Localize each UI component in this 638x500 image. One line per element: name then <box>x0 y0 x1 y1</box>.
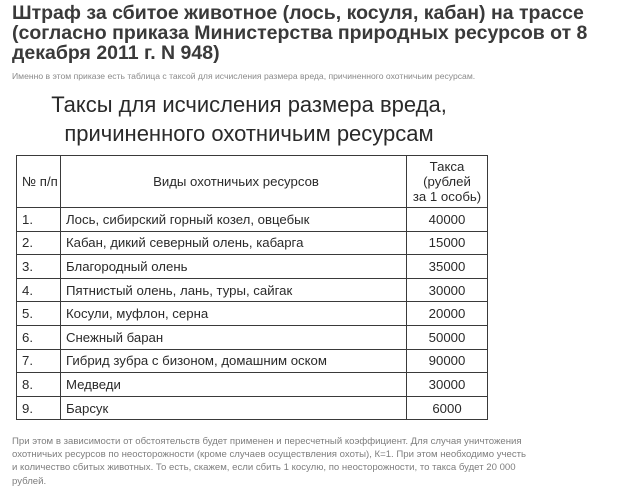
header-tax <box>407 156 488 208</box>
footnote-line-3: и количество сбитых животных. То есть, скажем, если сбить 1 косулю, по неосторожности, то такса будет 20 000 <box>12 462 516 474</box>
footnote-line-2: охотничьих ресурсов по неосторожности (кроме случаев осуществления охоты), К=1. При этом необходимо учесть <box>12 449 527 461</box>
table-title-line-1: Таксы для исчисления размера вреда, <box>51 92 447 117</box>
table-title <box>16 90 482 148</box>
row-kind: Барсук <box>61 396 407 420</box>
header-num: № п/п <box>17 156 61 208</box>
headline-line-2: (согласно приказа Министерства природных ресурсов от 8 <box>12 22 588 44</box>
table-row <box>17 231 488 255</box>
row-kind: Косули, муфлон, серна <box>61 302 407 326</box>
table-row <box>17 396 488 420</box>
row-tax: 20000 <box>407 302 488 326</box>
headline-line-3: декабря 2011 г. N 948) <box>12 42 220 64</box>
row-num: 2. <box>17 231 61 255</box>
table-row <box>17 325 488 349</box>
table-row <box>17 208 488 232</box>
headline-line-1: Штраф за сбитое животное (лось, косуля, кабан) на трассе <box>12 2 584 24</box>
table-row <box>17 278 488 302</box>
row-kind: Пятнистый олень, лань, туры, сайгак <box>61 278 407 302</box>
table-row <box>17 373 488 397</box>
header-tax-line-3: за 1 особь) <box>412 189 482 204</box>
footnote-line-1: При этом в зависимости от обстоятельств будет применен и пересчетный коэффициент. Для случая уничтожения <box>12 436 522 447</box>
table-title-line-2: причиненного охотничьим ресурсам <box>64 121 434 146</box>
row-num: 5. <box>17 302 61 326</box>
header-tax-line-2: (рублей <box>423 174 471 189</box>
row-tax: 30000 <box>407 373 488 397</box>
intro-text: Именно в этом приказе есть таблица с таксой для исчисления размера вреда, причиненного охотничьим ресурсам. <box>12 71 476 81</box>
row-num: 1. <box>17 208 61 232</box>
row-tax: 30000 <box>407 278 488 302</box>
row-kind: Медведи <box>61 373 407 397</box>
row-num: 6. <box>17 325 61 349</box>
row-tax: 90000 <box>407 349 488 373</box>
table-row <box>17 302 488 326</box>
header-tax-line-1: Такса <box>429 159 465 174</box>
table-row <box>17 255 488 279</box>
row-kind: Кабан, дикий северный олень, кабарга <box>61 231 407 255</box>
row-tax: 40000 <box>407 208 488 232</box>
row-tax: 35000 <box>407 255 488 279</box>
table-row <box>17 349 488 373</box>
row-num: 9. <box>17 396 61 420</box>
footnote-line-4: рублей. <box>12 475 47 487</box>
tax-table <box>16 155 488 420</box>
row-num: 4. <box>17 278 61 302</box>
row-num: 7. <box>17 349 61 373</box>
row-kind: Благородный олень <box>61 255 407 279</box>
row-tax: 6000 <box>407 396 488 420</box>
row-kind: Гибрид зубра с бизоном, домашним оском <box>61 349 407 373</box>
row-kind: Лось, сибирский горный козел, овцебык <box>61 208 407 232</box>
row-tax: 15000 <box>407 231 488 255</box>
row-kind: Снежный баран <box>61 325 407 349</box>
header-kind: Виды охотничьих ресурсов <box>61 156 407 208</box>
footnote <box>12 435 602 488</box>
row-tax: 50000 <box>407 325 488 349</box>
table-header-row <box>17 156 488 208</box>
row-num: 3. <box>17 255 61 279</box>
row-num: 8. <box>17 373 61 397</box>
headline <box>12 3 632 63</box>
